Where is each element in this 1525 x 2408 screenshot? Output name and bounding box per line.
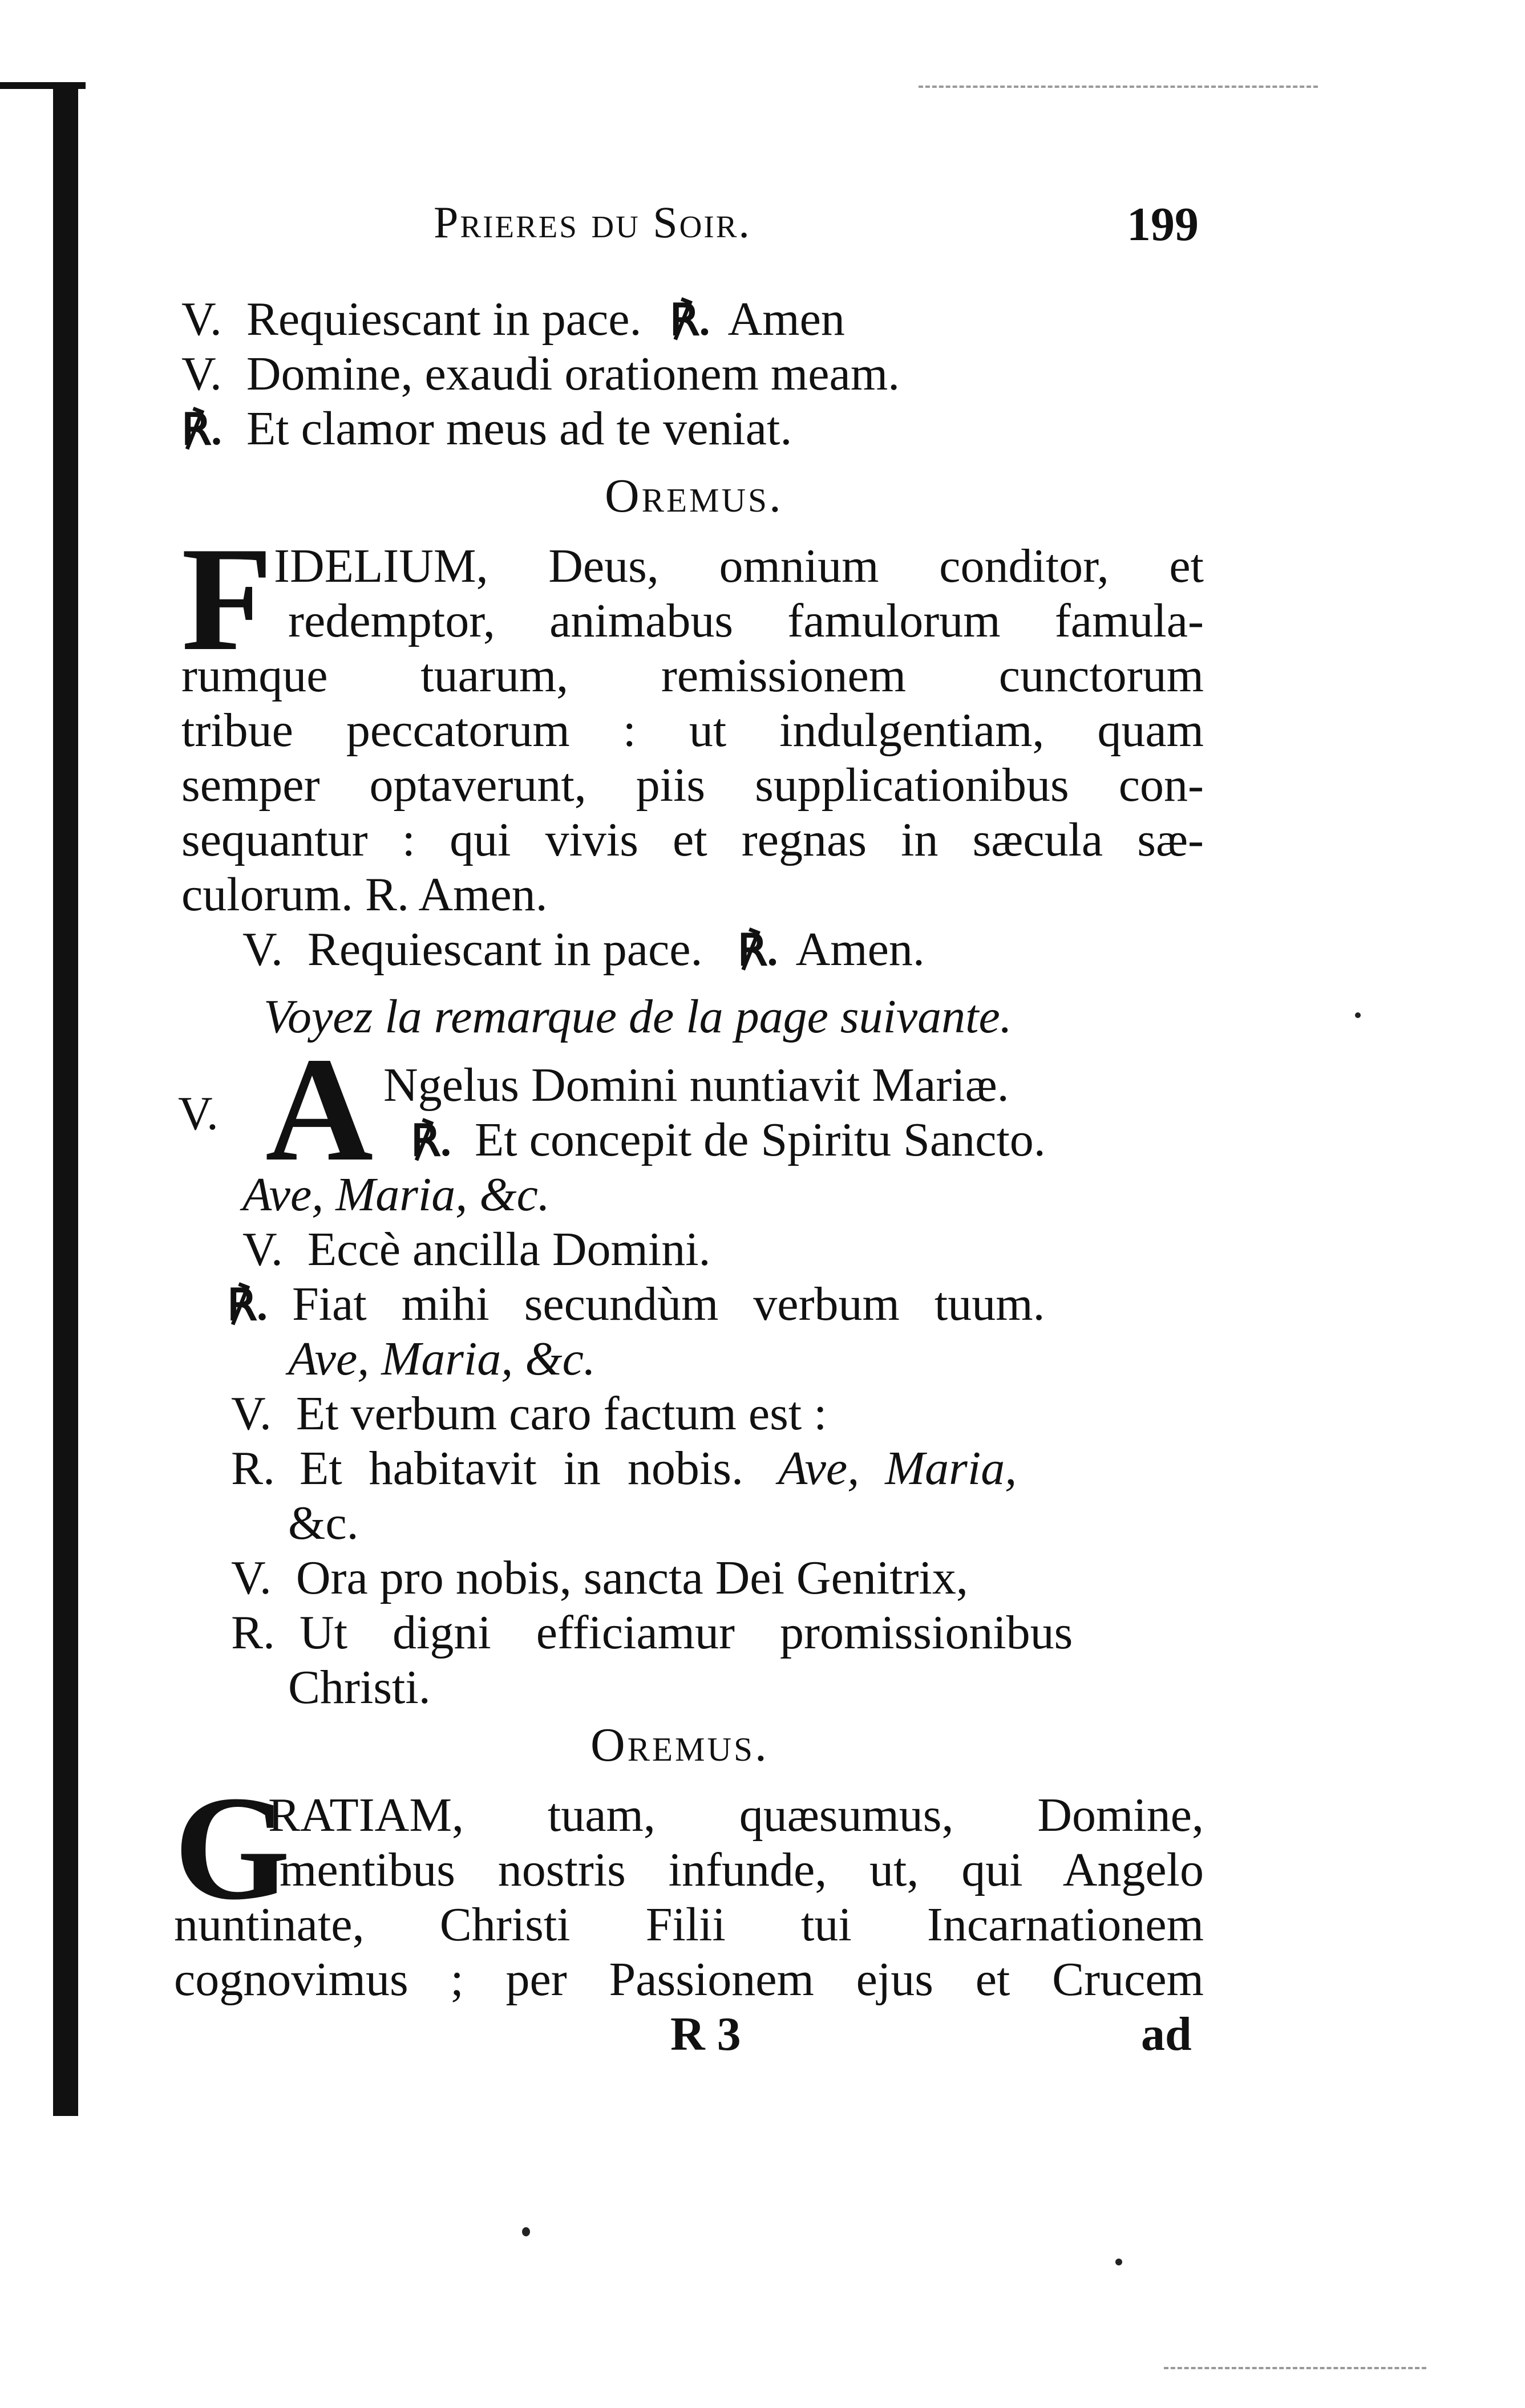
- prayer-line: semper optaverunt, piis supplicationibus con-: [181, 759, 1204, 812]
- versicle-mark: V.: [242, 1223, 283, 1276]
- prayer-line: rumque tuarum, remissionem cunctorum: [181, 649, 1204, 702]
- versicle-text: Requiescant in pace.: [246, 293, 642, 346]
- response-mark: ℟.: [669, 297, 710, 344]
- prayer-line: nuntinate, Christi Filii tui Incarnationem: [174, 1898, 1204, 1951]
- binding-edge: [53, 84, 78, 2116]
- response-text: Et clamor meus ad te veniat.: [246, 402, 792, 455]
- signature-mark: R 3: [670, 2008, 741, 2061]
- versicle-mark: V.: [178, 1087, 219, 1140]
- versicle-line: [231, 1551, 968, 1606]
- etc-line: &c.: [288, 1497, 359, 1550]
- prayer-line: culorum. R. Amen.: [181, 868, 548, 921]
- prayer-line: RATIAM, tuam, quæsumus, Domine,: [268, 1789, 1204, 1842]
- response-text: Fiat mihi secundùm verbum tuum.: [292, 1278, 1045, 1331]
- prayer-line: tribue peccatorum : ut indulgentiam, quam: [181, 704, 1204, 757]
- response-mark: ℟.: [411, 1117, 451, 1165]
- versicle-text: Eccè ancilla Domini.: [307, 1223, 711, 1276]
- response-line: [181, 402, 792, 457]
- versicle-text: Ora pro nobis, sancta Dei Genitrix,: [296, 1551, 968, 1604]
- versicle-mark: V.: [181, 293, 222, 346]
- versicle-text: Requiescant in pace.: [307, 923, 703, 976]
- versicle-text: Domine, exaudi orationem meam.: [246, 347, 900, 400]
- ave-maria-line: Ave, Maria, &c.: [242, 1168, 550, 1221]
- prayer-line: sequantur : qui vivis et regnas in sæcula sæ-: [181, 813, 1204, 866]
- prayer-line: mentibus nostris infunde, ut, qui Angelo: [280, 1843, 1204, 1896]
- catchword: ad: [1141, 2008, 1192, 2061]
- response-text: Ut digni efficiamur promissionibus: [300, 1606, 1073, 1659]
- drop-cap-f: F: [181, 516, 273, 682]
- response-mark: ℟.: [227, 1282, 268, 1329]
- response-text: Amen: [727, 293, 845, 346]
- response-line: [231, 1441, 1017, 1496]
- ave-maria-inline: Ave, Maria,: [778, 1442, 1017, 1495]
- response-text: Et concepit de Spiritu Sancto.: [475, 1113, 1046, 1166]
- scan-speck: [1115, 2259, 1122, 2265]
- versicle-line: [231, 1387, 827, 1441]
- scan-speck: [1355, 1012, 1361, 1018]
- response-mark: ℟.: [737, 927, 778, 975]
- versicle-mark: V.: [242, 923, 283, 976]
- versicle-mark: V.: [231, 1551, 272, 1604]
- oremus-heading: Oremus.: [590, 1718, 769, 1771]
- page-edge-line: [0, 82, 86, 89]
- response-line: [231, 1606, 1073, 1660]
- scan-dash-bottom: [1164, 2367, 1426, 2369]
- oremus-heading: Oremus.: [605, 469, 783, 522]
- versicle-line: [181, 347, 900, 402]
- versicle-line: [181, 292, 845, 348]
- response-mark: R.: [231, 1442, 276, 1495]
- scan-dash-top: [919, 86, 1318, 88]
- versicle-mark: V.: [181, 347, 222, 400]
- prayer-line: redemptor, animabus famulorum famula-: [288, 594, 1204, 647]
- response-text: Amen.: [795, 923, 925, 976]
- response-line: Christi.: [288, 1661, 431, 1714]
- angelus-line: Ngelus Domini nuntiavit Mariæ.: [383, 1059, 1009, 1112]
- versicle-line: [242, 1222, 711, 1277]
- ave-maria-line: Ave, Maria, &c.: [288, 1332, 596, 1385]
- response-text: Et habitavit in nobis.: [300, 1442, 743, 1495]
- response-line: [227, 1277, 1204, 1333]
- versicle-line: [242, 922, 925, 978]
- response-mark: ℟.: [181, 406, 222, 454]
- drop-cap-g: G: [174, 1765, 290, 1931]
- remark-note: Voyez la remarque de la page suivante.: [264, 990, 1012, 1043]
- scan-speck: [522, 2227, 530, 2236]
- response-mark: R.: [231, 1606, 276, 1659]
- versicle-text: Et verbum caro factum est :: [296, 1387, 827, 1440]
- prayer-line: cognovimus ; per Passionem ejus et Crucem: [174, 1953, 1204, 2006]
- angelus-line: [411, 1113, 1046, 1169]
- running-title: Prieres du Soir.: [434, 197, 751, 247]
- versicle-mark: V.: [231, 1387, 272, 1440]
- prayer-line: IDELIUM, Deus, omnium conditor, et: [274, 540, 1204, 593]
- drop-cap-a: A: [265, 1027, 374, 1192]
- page-number: 199: [1127, 198, 1199, 251]
